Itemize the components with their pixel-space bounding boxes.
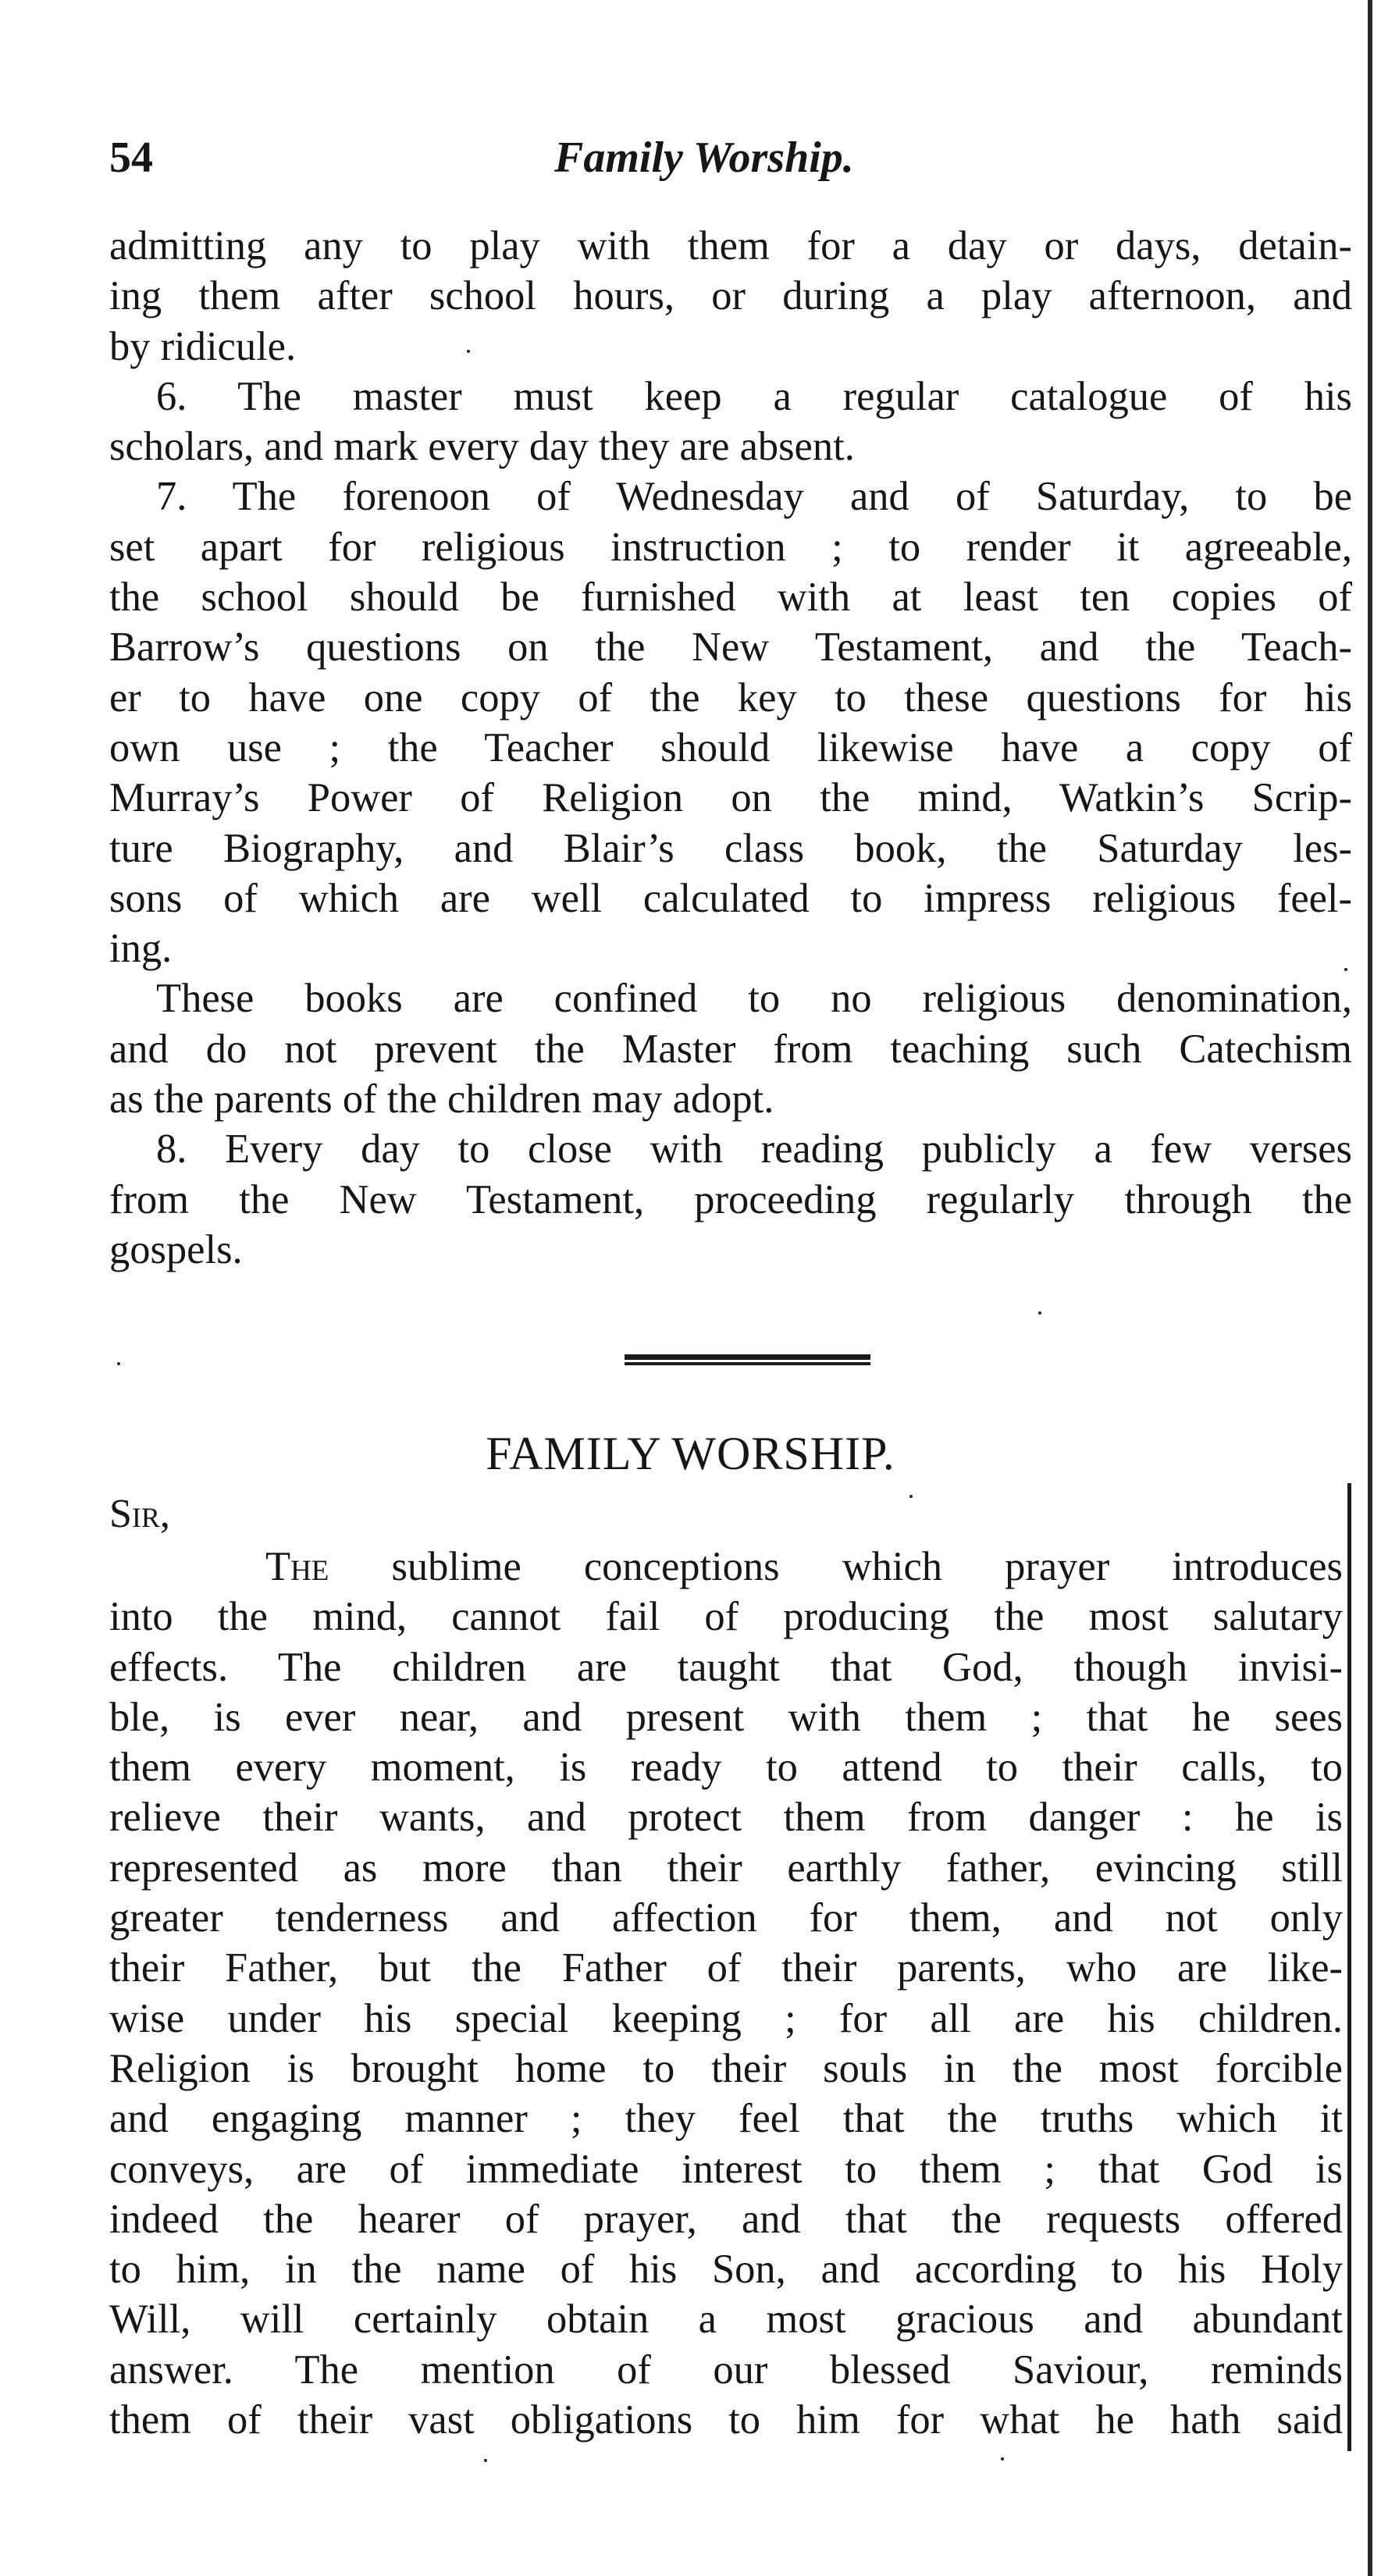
text-line: them every moment, is ready to attend to their calls, to	[109, 1745, 1343, 1791]
text-line: ble, is ever near, and present with them ; that he sees	[109, 1694, 1343, 1740]
text-line: as the parents of the children may adopt.	[109, 1076, 774, 1123]
text-line: greater tenderness and affection for them, and not only	[109, 1895, 1343, 1941]
text-line: relieve their wants, and protect them from danger : he is	[109, 1795, 1343, 1841]
text-line: from the New Testament, proceeding regularly through the	[109, 1176, 1352, 1222]
text-line: These books are confined to no religious denomination,	[156, 976, 1352, 1022]
running-head	[109, 133, 1343, 195]
text-line: effects. The children are taught that God, though invisi-	[109, 1644, 1343, 1690]
divider-thin-rule	[625, 1362, 870, 1365]
text-line: set apart for religious instruction ; to render it agreeable,	[109, 524, 1352, 570]
section-divider-rule	[625, 1354, 870, 1367]
text-line: 8. Every day to close with reading publicly a few verses	[156, 1126, 1352, 1172]
text-line: them of their vast obligations to him for what he hath said	[109, 2397, 1343, 2443]
text-line: 7. The forenoon of Wednesday and of Saturday, to be	[156, 474, 1352, 520]
page-edge-line	[1368, 0, 1372, 2576]
page-number: 54	[109, 133, 153, 182]
text-line: ing.	[109, 926, 173, 972]
text-line: and engaging manner ; they feel that the truths which it	[109, 2096, 1343, 2142]
first-line-rest: sublime conceptions which prayer introduces	[391, 1544, 1343, 1589]
text-line: the school should be furnished with at least ten copies of	[109, 575, 1352, 621]
ink-speck	[1344, 968, 1347, 971]
text-line: own use ; the Teacher should likewise have a copy of	[109, 724, 1352, 770]
running-title: Family Worship.	[554, 133, 854, 182]
text-line: 6. The master must keep a regular catalogue of his	[156, 373, 1352, 419]
text-line: into the mind, cannot fail of producing the most salutary	[109, 1594, 1343, 1640]
lead-word: The	[265, 1544, 329, 1589]
text-line: conveys, are of immediate interest to them ; that God is	[109, 2146, 1343, 2192]
text-line: Murray’s Power of Religion on the mind, Watkin’s Scrip-	[109, 775, 1352, 821]
text-line: ing them after school hours, or during a play afternoon, and	[109, 273, 1352, 319]
text-line: represented as more than their earthly father, evincing still	[109, 1845, 1343, 1891]
text-line: Will, will certainly obtain a most gracious and abundant	[109, 2297, 1343, 2343]
side-rule	[1347, 1483, 1351, 2451]
salutation: Sir,	[109, 1492, 170, 1536]
text-line: sons of which are well calculated to impress religious feel-	[109, 875, 1352, 921]
text-line: gospels.	[109, 1226, 243, 1272]
text-line: indeed the hearer of prayer, and that the requests offered	[109, 2196, 1343, 2242]
letter-first-line	[109, 1542, 1343, 1592]
text-line: Barrow’s questions on the New Testament, and the Teach-	[109, 624, 1352, 671]
text-line: er to have one copy of the key to these questions for his	[109, 674, 1352, 720]
rules-text-block	[109, 221, 1352, 1275]
ink-speck	[909, 1495, 913, 1498]
divider-thick-rule	[625, 1354, 870, 1360]
ink-speck	[484, 2459, 487, 2462]
text-line: Religion is brought home to their souls in the most forcible	[109, 2045, 1343, 2091]
text-line: ture Biography, and Blair’s class book, the Saturday les-	[109, 825, 1352, 871]
text-line: by ridicule.	[109, 323, 297, 369]
text-line: wise under his special keeping ; for all are his children.	[109, 1995, 1343, 2041]
ink-speck	[1001, 2457, 1004, 2460]
ink-speck	[117, 1362, 120, 1365]
text-line: their Father, but the Father of their parents, who are like-	[109, 1945, 1343, 1991]
text-line: and do not prevent the Master from teaching such Catechism	[109, 1026, 1352, 1072]
text-line: answer. The mention of our blessed Saviour, reminds	[109, 2347, 1343, 2393]
ink-speck	[467, 350, 470, 353]
text-line: scholars, and mark every day they are absent.	[109, 424, 855, 470]
text-line: to him, in the name of his Son, and according to his Holy	[109, 2247, 1343, 2293]
text-line: admitting any to play with them for a day or days, detain-	[109, 223, 1352, 269]
letter-text-block	[109, 1542, 1343, 2445]
ink-speck	[1038, 1311, 1041, 1315]
section-heading: FAMILY WORSHIP.	[486, 1428, 895, 1479]
